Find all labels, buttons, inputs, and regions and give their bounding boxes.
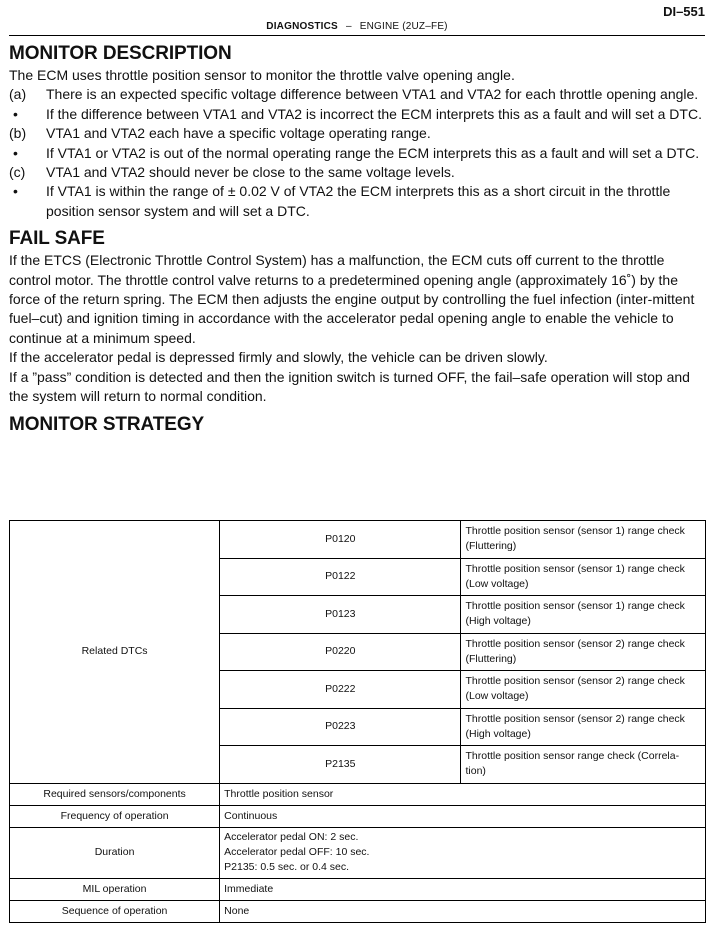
header-rule <box>9 35 705 36</box>
item-text: If the difference between VTA1 and VTA2 is incorrect the ECM interprets this as a fault and will set a DTC. <box>46 105 702 122</box>
header-section: DIAGNOSTICS <box>266 21 338 32</box>
frequency-value: Continuous <box>220 805 706 827</box>
related-dtcs-label: Related DTCs <box>10 521 220 784</box>
table-row <box>10 827 706 878</box>
table-row <box>10 805 706 827</box>
item-marker: (b) <box>9 125 27 142</box>
dtc-description-line: Throttle position sensor (sensor 2) range check <box>465 712 685 725</box>
dtc-description-line: Throttle position sensor (sensor 2) range check <box>465 675 685 688</box>
item-text: If VTA1 is within the range of ± 0.02 V of VTA2 the ECM interprets this as a short circuit in the throttle position sensor system and will set a DTC. <box>46 183 671 219</box>
item-marker: (a) <box>9 86 27 103</box>
monitor-description-title: MONITOR DESCRIPTION <box>9 43 232 64</box>
description-item <box>9 144 706 163</box>
required-sensors-value: Throttle position sensor <box>220 783 706 805</box>
dtc-description <box>461 633 706 671</box>
monitor-strategy-title: MONITOR STRATEGY <box>9 413 205 435</box>
header-subsection: ENGINE (2UZ–FE) <box>359 21 448 32</box>
dtc-description <box>461 558 706 596</box>
table-row <box>10 900 706 922</box>
dtc-description-line: Throttle position sensor (sensor 1) range check <box>465 600 685 613</box>
fail-safe-paragraph: If a ”pass” condition is detected and then the ignition switch is turned OFF, the fail–safe operation will stop and the system will return to normal condition. <box>9 368 690 405</box>
duration-line: P2135: 0.5 sec. or 0.4 sec. <box>224 861 350 873</box>
table-row <box>10 521 706 559</box>
duration-line: Accelerator pedal OFF: 10 sec. <box>224 846 370 858</box>
sequence-value: None <box>220 900 706 922</box>
description-item <box>9 124 706 143</box>
dtc-description <box>461 671 706 709</box>
running-header <box>9 21 705 33</box>
dtc-description-line: (Fluttering) <box>465 652 517 665</box>
dtc-description-line: (Low voltage) <box>465 577 529 590</box>
dtc-description <box>461 708 706 746</box>
bullet-marker: • <box>13 144 18 161</box>
dtc-description-line: Throttle position sensor range check (Correla- <box>465 750 680 763</box>
page-content <box>9 42 706 437</box>
item-text: There is an expected specific voltage difference between VTA1 and VTA2 for each throttle opening angle. <box>46 86 699 103</box>
monitor-description-intro: The ECM uses throttle position sensor to monitor the throttle valve opening angle. <box>9 67 515 83</box>
bullet-marker: • <box>13 183 18 200</box>
dtc-code: P0120 <box>220 521 461 559</box>
header-separator: – <box>345 21 352 32</box>
monitor-strategy-table <box>9 520 706 923</box>
fail-safe-paragraph: If the ETCS (Electronic Throttle Control System) has a malfunction, the ECM cuts off current to the throttle control motor. The throttle control valve returns to a predetermined opening angle (approximately 16˚) by the force of the return spring. The ECM then adjusts the engine output by controlling the fuel infection (inter-mittent fuel–cut) and ignition timing in accordance with the accelerator pedal opening angle to enable the vehicle to continue at a minimum speed. <box>9 252 695 346</box>
mil-operation-label: MIL operation <box>10 878 220 900</box>
description-item <box>9 105 706 124</box>
dtc-description-line: (High voltage) <box>465 615 531 628</box>
dtc-description-line: (Fluttering) <box>465 540 517 553</box>
item-text: If VTA1 or VTA2 is out of the normal operating range the ECM interprets this as a fault and will set a DTC. <box>46 144 700 161</box>
fail-safe-title: FAIL SAFE <box>9 228 105 250</box>
dtc-description-line: Throttle position sensor (sensor 2) range check <box>465 637 685 650</box>
dtc-code: P0222 <box>220 671 461 709</box>
bullet-marker: • <box>13 105 18 122</box>
description-item <box>9 182 706 221</box>
duration-label: Duration <box>10 827 220 878</box>
duration-value <box>220 827 706 878</box>
description-item <box>9 163 706 182</box>
fail-safe-paragraph: If the accelerator pedal is depressed firmly and slowly, the vehicle can be driven slowly. <box>9 349 548 366</box>
item-text: VTA1 and VTA2 should never be close to the same voltage levels. <box>46 164 455 181</box>
dtc-code: P0123 <box>220 596 461 634</box>
item-marker: (c) <box>9 164 26 181</box>
table-row <box>10 783 706 805</box>
duration-line: Accelerator pedal ON: 2 sec. <box>224 831 359 843</box>
dtc-description <box>461 596 706 634</box>
frequency-label: Frequency of operation <box>10 805 220 827</box>
dtc-code: P2135 <box>220 746 461 784</box>
dtc-code: P0223 <box>220 708 461 746</box>
table-row <box>10 878 706 900</box>
mil-operation-value: Immediate <box>220 878 706 900</box>
page-number: DI–551 <box>663 4 705 19</box>
dtc-description <box>461 746 706 784</box>
dtc-code: P0122 <box>220 558 461 596</box>
required-sensors-label: Required sensors/components <box>10 783 220 805</box>
sequence-label: Sequence of operation <box>10 900 220 922</box>
dtc-code: P0220 <box>220 633 461 671</box>
dtc-description-line: Throttle position sensor (sensor 1) range check <box>465 525 685 538</box>
dtc-description <box>461 521 706 559</box>
description-item <box>9 85 706 104</box>
dtc-description-line: (Low voltage) <box>465 690 529 703</box>
dtc-description-line: Throttle position sensor (sensor 1) range check <box>465 562 685 575</box>
dtc-description-line: tion) <box>465 765 486 778</box>
item-text: VTA1 and VTA2 each have a specific voltage operating range. <box>46 125 431 142</box>
dtc-description-line: (High voltage) <box>465 727 531 740</box>
